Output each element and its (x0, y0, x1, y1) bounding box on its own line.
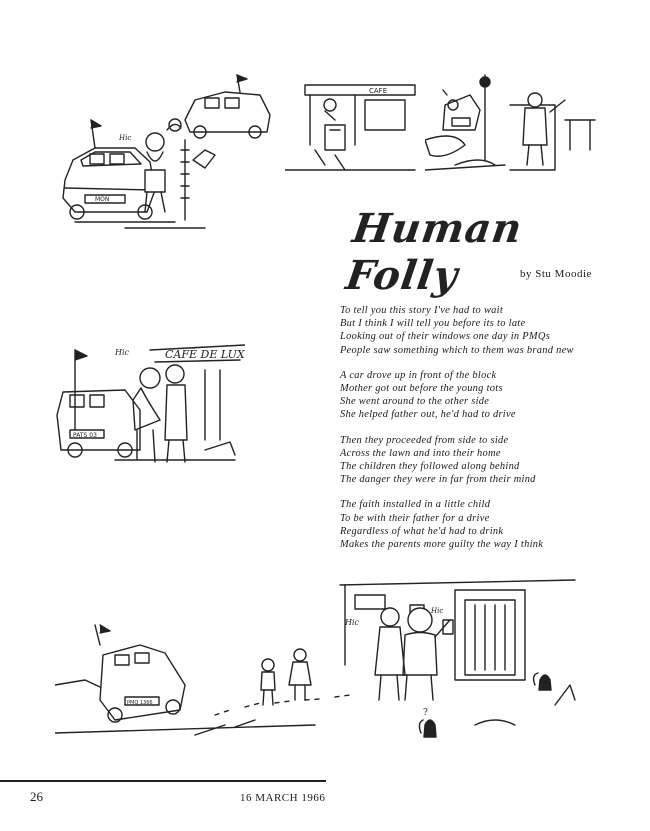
cafe-sign: CAFÉ DE LUX (165, 348, 245, 361)
poem-line: Then they proceeded from side to side (340, 434, 509, 446)
svg-text:?: ? (423, 708, 428, 718)
illustration-cafe-couple (55, 330, 245, 480)
poem-line: She helped father out, he'd had to drive (340, 409, 516, 421)
poem (340, 304, 640, 563)
illustration-home-scene (55, 575, 600, 750)
stanza (340, 434, 640, 487)
poem-line: A car drove up in front of the block (340, 369, 497, 381)
stanza (340, 498, 640, 551)
article-byline: by Stu Moodie (520, 268, 592, 280)
stanza (340, 369, 640, 422)
poem-line: But I think I will tell you before its to late (340, 318, 526, 330)
poem-line: Mother got out before the young tots (340, 383, 503, 395)
poem-line: Regardless of what he'd had to drink (340, 525, 504, 537)
illustration-car-arrival (55, 70, 275, 235)
svg-text:CAFE: CAFE (369, 87, 388, 95)
page-number: 26 (30, 789, 43, 804)
svg-text:Hic: Hic (431, 607, 444, 615)
poem-line: Looking out of their windows one day in PMQs (340, 331, 551, 343)
svg-text:PMQ 1366: PMQ 1366 (127, 700, 153, 706)
poem-line: Across the lawn and into their home (340, 447, 501, 459)
stanza (340, 304, 640, 357)
illustration-cafe-street (285, 75, 425, 175)
poem-line: The faith installed in a little child (340, 499, 491, 511)
illustration-top-right-scene (425, 70, 600, 185)
svg-text:PATS 03: PATS 03 (73, 432, 97, 439)
poem-line: The children they followed along behind (340, 461, 520, 473)
poem-line: She went around to the other side (340, 396, 490, 408)
poem-line: The danger they were in far from their mind (340, 474, 536, 486)
hic-text: Hic (115, 348, 130, 357)
issue-date: 16 MARCH 1966 (240, 792, 326, 804)
svg-text:Hic: Hic (345, 618, 360, 627)
footer-rule (0, 780, 326, 782)
poem-line: To tell you this story I've had to wait (340, 305, 504, 316)
svg-text:Hic: Hic (119, 134, 132, 142)
poem-line: People saw something which to them was brand new (340, 344, 574, 356)
poem-line: To be with their father for a drive (340, 512, 490, 524)
svg-text:MON: MON (95, 196, 110, 203)
poem-line: Makes the parents more guilty the way I think (340, 539, 544, 551)
article-title: Human Folly (343, 205, 526, 299)
